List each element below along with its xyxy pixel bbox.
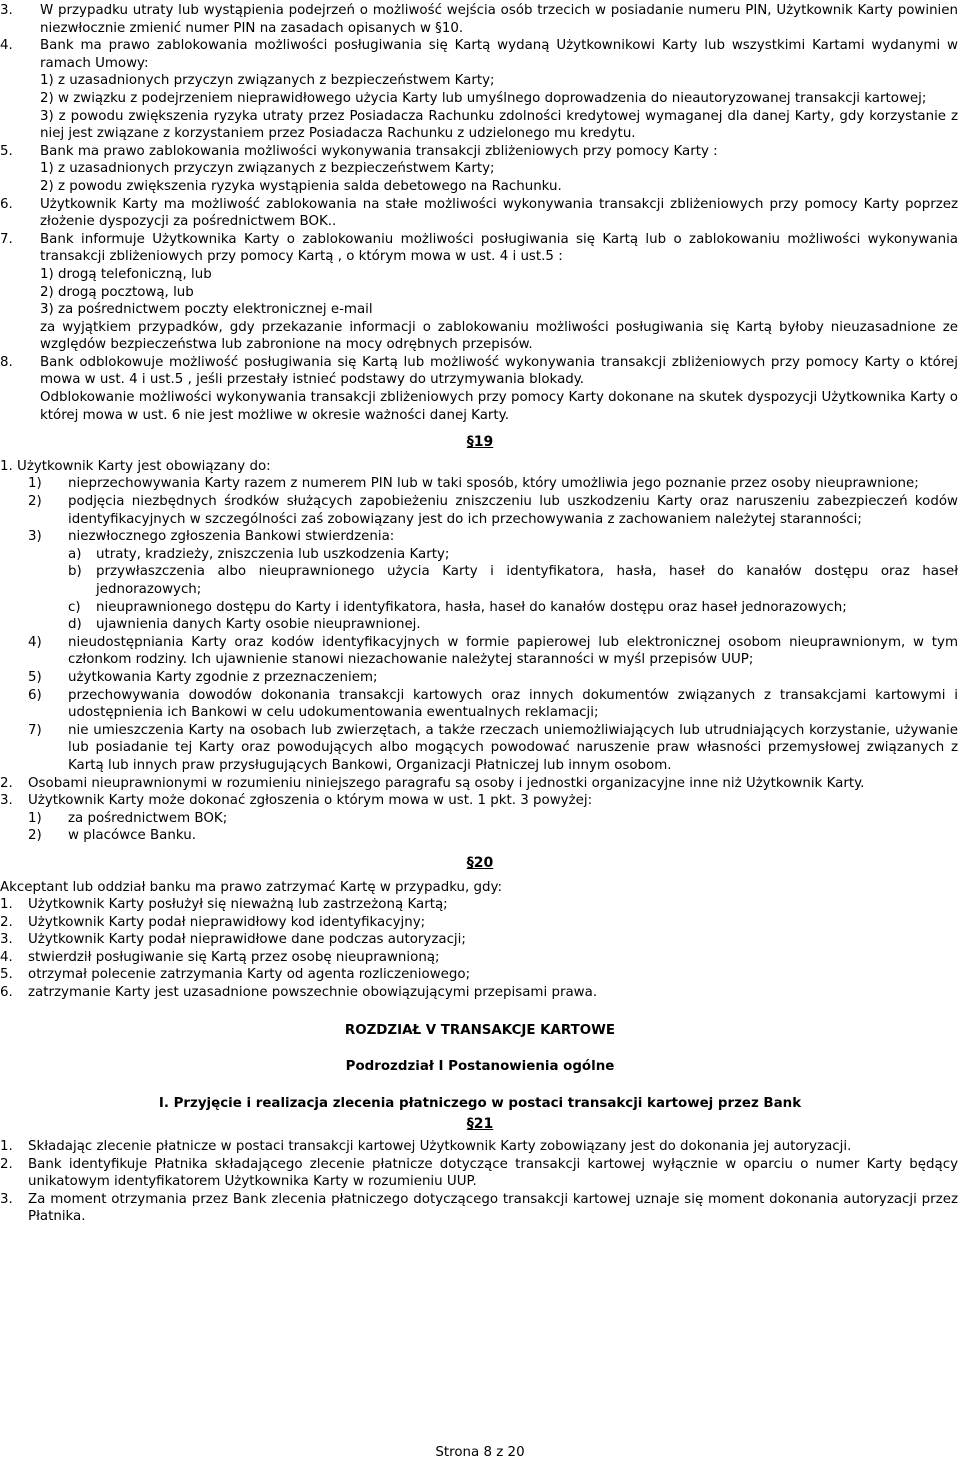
section-21-title: §21 (466, 1116, 494, 1133)
list-item: 8. Bank odblokowuje możliwość posługiwania się Kartą lub możliwość wykonywania transakcji zbliżeniowych przy pomocy Karty o której mowa w ust. 4 i ust.5 , jeśli przestały istnieć podstawy do utrzymywania blokady. (0, 354, 958, 388)
list-item: b) przywłaszczenia albo nieuprawnionego użycia Karty i identyfikatora, hasła, haseł do kanałów dostępu oraz haseł jednorazowych; (68, 564, 958, 597)
list-item: 3) niezwłocznego zgłoszenia Bankowi stwierdzenia: (28, 529, 395, 545)
subchapter-title: Podrozdział I Postanowienia ogólne (345, 1059, 615, 1075)
list-item: Odblokowanie możliwości wykonywania transakcji zbliżeniowych przy pomocy Karty dokonane na skutek dyspozycji Użytkownika Karty o której mowa w ust. 6 nie jest możliwe w okresie ważności danej Karty. (40, 390, 958, 423)
list-item: a) utraty, kradzieży, zniszczenia lub uszkodzenia Karty; (68, 546, 450, 562)
chapter-title: ROZDZIAŁ V TRANSAKCJE KARTOWE (344, 1022, 616, 1038)
list-item: 1) z uzasadnionych przyczyn związanych z bezpieczeństwem Karty; (40, 161, 495, 177)
list-item: d) ujawnienia danych Karty osobie nieuprawnionej. (68, 617, 421, 633)
list-item: 2) w związku z podejrzeniem nieprawidłowego użycia Karty lub umyślnego doprowadzenia do nieautoryzowanej transakcji kartowej; (40, 90, 927, 106)
list-item: 1) z uzasadnionych przyczyn związanych z bezpieczeństwem Karty; (40, 73, 495, 89)
list-item: 1) nieprzechowywania Karty razem z numerem PIN lub w taki sposób, który umożliwia jego poznanie przez osoby nieuprawnione; (28, 476, 919, 492)
list-item: 1) drogą telefoniczną, lub (40, 266, 212, 282)
document-page (0, 2, 960, 1226)
list-item: 7) nie umieszczenia Karty na osobach lub zwierzętach, a także rzeczach uniemożliwiających lub utrudniających korzystanie, używanie lub posiadanie tej Karty oraz powodujących albo mogących powodować naruszenie praw własności przemysłowej związanych z Kartą lub innych praw przysługujących Bankowi, Organizacji Płatniczej lub innym osobom. (28, 722, 958, 773)
list-item: 3) za pośrednictwem poczty elektronicznej e-mail (40, 302, 373, 318)
list-item: 5) użytkowania Karty zgodnie z przeznaczeniem; (28, 669, 378, 685)
list-item: 6. zatrzymanie Karty jest uzasadnione powszechnie obowiązującymi przepisami prawa. (0, 985, 598, 1001)
list-item: 2. Użytkownik Karty podał nieprawidłowy kod identyfikacyjny; (0, 914, 426, 930)
list-item: 7. Bank informuje Użytkownika Karty o zablokowaniu możliwości posługiwania się Kartą lub o zablokowaniu możliwości wykonywania transakcji zbliżeniowych przy pomocy Kartą , o którym mowa w ust. 4 i ust.5 : (0, 231, 958, 265)
list-item: 4. stwierdził posługiwanie się Kartą przez osobę nieuprawnioną; (0, 949, 440, 965)
list-item: 3. W przypadku utraty lub wystąpienia podejrzeń o możliwość wejścia osób trzecich w posiadanie numeru PIN, Użytkownik Karty powinien niezwłocznie zmienić numer PIN na zasadach opisanych w §10. (0, 3, 958, 36)
list-item: 1. Użytkownik Karty posłużył się nieważną lub zastrzeżoną Kartą; (0, 897, 448, 913)
list-item: za wyjątkiem przypadków, gdy przekazanie informacji o zablokowaniu możliwości posługiwania się Kartą byłoby nieuzasadnione ze względów bezpieczeństwa lub zabronione na mocy odrębnych przepisów. (40, 319, 958, 353)
list-item: 6) przechowywania dowodów dokonania transakcji kartowych oraz innych dokumentów związanych z transakcjami kartowymi i udostępnienia ich Bankowi w celu udokumentowania ewentualnych reklamacji; (28, 687, 958, 721)
section-heading: I. Przyjęcie i realizacja zlecenia płatniczego w postaci transakcji kartowej przez Bank (158, 1095, 802, 1111)
list-item: 3. Użytkownik Karty może dokonać zgłoszenia o którym mowa w ust. 1 pkt. 3 powyżej: (0, 793, 593, 809)
list-item: 2. Osobami nieuprawnionymi w rozumieniu niniejszego paragrafu są osoby i jednostki organizacyjne inne niż Użytkownik Karty. (0, 775, 865, 791)
list-item: 1. Składając zlecenie płatnicze w postaci transakcji kartowej Użytkownik Karty zobowiązany jest do dokonania jej autoryzacji. (0, 1139, 852, 1155)
list-item: 4. Bank ma prawo zablokowania możliwości posługiwania się Kartą wydaną Użytkownikowi Karty lub wszystkimi Kartami wydanymi w ramach Umowy: (0, 38, 958, 71)
list-item: 3) z powodu zwiększenia ryzyka utraty przez Posiadacza Rachunku zdolności kredytowej wymaganej dla danej Karty, gdy korzystanie z niej jest związane z korzystaniem przez Posiadacza Rachunku z udzielonego mu kredytu. (40, 108, 958, 142)
list-item: 6. Użytkownik Karty ma możliwość zablokowania na stałe możliwości wykonywania transakcji zbliżeniowych przy pomocy Karty poprzez złożenie dyspozycji za pośrednictwem BOK.. (0, 196, 958, 230)
list-item: 3. Użytkownik Karty podał nieprawidłowe dane podczas autoryzacji; (0, 932, 466, 948)
page-footer: Strona 8 z 20 (435, 1445, 525, 1460)
list-item: 1) za pośrednictwem BOK; (28, 810, 228, 826)
list-item: 2) drogą pocztową, lub (40, 284, 194, 300)
list-item: 2) podjęcia niezbędnych środków służących zapobieżeniu zniszczeniu lub uszkodzeniu Karty oraz naruszeniu zabezpieczeń kodów identyfikacyjnych w szczególności zaś zobowiązany jest do ich przechowywania z zachowaniem należytej staranności; (28, 494, 958, 527)
list-item: 5. otrzymał polecenie zatrzymania Karty od agenta rozliczeniowego; (0, 967, 471, 983)
list-item: 4) nieudostępniania Karty oraz kodów identyfikacyjnych w formie papierowej lub elektronicznej osobom nieuprawnionym, w tym członkom rodziny. Ich ujawnienie stanowi niezachowanie należytej staranności w myśl przepisów UUP; (28, 634, 958, 668)
list-item: 5. Bank ma prawo zablokowania możliwości wykonywania transakcji zbliżeniowych przy pomocy Karty : (0, 143, 718, 159)
list-item: 2) z powodu zwiększenia ryzyka wystąpienia salda debetowego na Rachunku. (40, 178, 562, 194)
list-item: 3. Za moment otrzymania przez Bank zlecenia płatniczego dotyczącego transakcji kartowej uznaje się moment dokonania autoryzacji przez Płatnika. (0, 1191, 958, 1225)
section-20-title: §20 (466, 854, 494, 871)
list-item: c) nieuprawnionego dostępu do Karty i identyfikatora, hasła, haseł do kanałów dostępu oraz haseł jednorazowych; (68, 599, 847, 615)
list-item: 2) w placówce Banku. (28, 828, 196, 844)
section-19-title: §19 (466, 434, 494, 451)
section-20-intro: Akceptant lub oddział banku ma prawo zatrzymać Kartę w przypadku, gdy: (0, 879, 503, 895)
list-item: 2. Bank identyfikuje Płatnika składającego zlecenie płatnicze dotyczące transakcji kartowej wyłącznie w oparciu o numer Karty będący unikatowym identyfikatorem Użytkownika Karty w rozumieniu UUP. (0, 1156, 958, 1190)
section-19-intro: 1. Użytkownik Karty jest obowiązany do: (0, 458, 271, 474)
